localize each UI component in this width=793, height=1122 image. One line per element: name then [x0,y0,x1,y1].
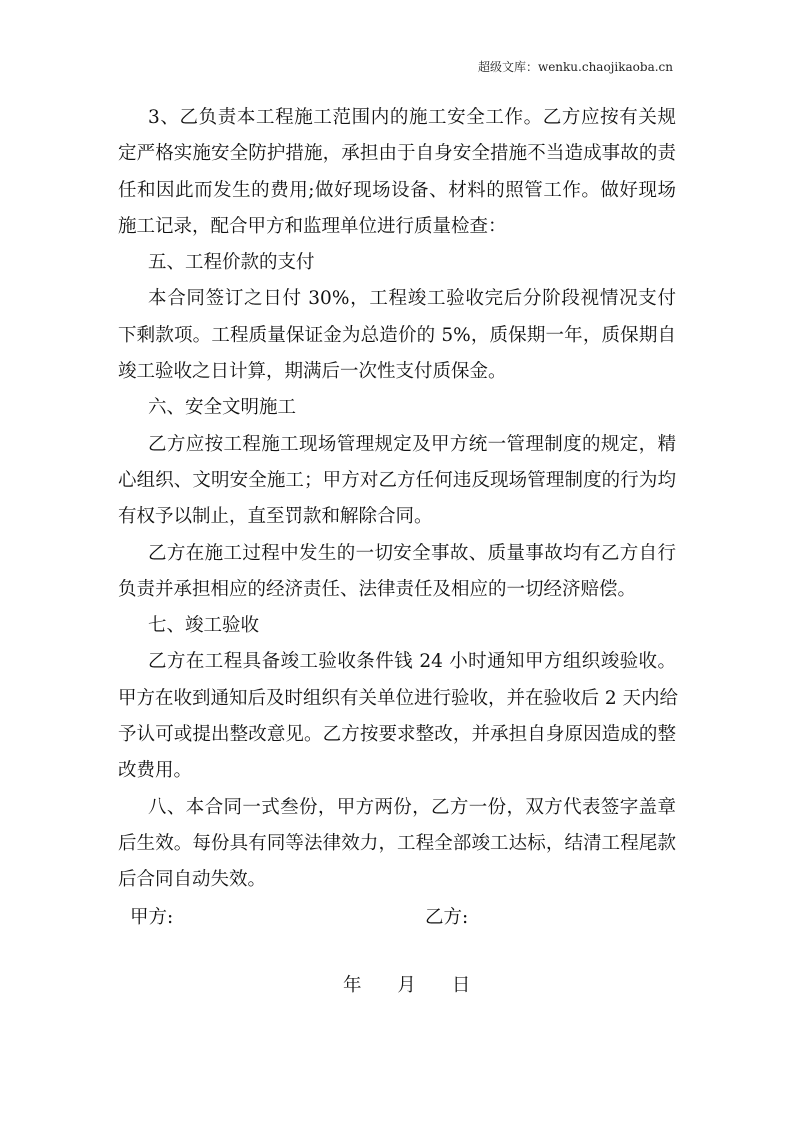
text-line: 心组织、文明安全施工；甲方对乙方任何违反现场管理制度的行为均 [118,469,676,491]
text-line: 五、工程价款的支付 [148,252,315,274]
text-line: 八、本合同一式叁份，甲方两份，乙方一份，双方代表签字盖章 [148,796,676,818]
paragraph [118,245,676,281]
text-line: 有权予以制止，直至罚款和解除合同。 [118,506,433,528]
text-line: 六、安全文明施工 [148,397,297,419]
text-line: 3、乙负责本工程施工范围内的施工安全工作。乙方应按有关规 [148,107,676,128]
text-line: 七、竣工验收 [148,615,260,637]
text-line: 任和因此而发生的费用;做好现场设备、材料的照管工作。做好现场 [118,179,676,201]
text-line: 甲方在收到通知后及时组织有关单位进行验收，并在验收后 2 天内给 [118,687,679,709]
date-day: 日 [451,975,471,996]
text-line: 乙方在施工过程中发生的一切安全事故、质量事故均有乙方自行 [148,542,676,564]
paragraph [118,390,676,426]
date-year: 年 [343,975,362,996]
text-line: 定严格实施安全防护措施，承担由于自身安全措施不当造成事故的责 [118,143,676,165]
paragraph [118,427,676,536]
text-line: 竣工验收之日计算，期满后一次性支付质保金。 [118,361,507,383]
text-line: 改费用。 [118,760,193,782]
text-line: 后生效。每份具有同等法律效力，工程全部竣工达标，结清工程尾款 [118,832,676,854]
text-line: 本合同签订之日付 30%，工程竣工验收完后分阶段视情况支付 [148,288,676,310]
text-line: 后合同自动失效。 [118,869,267,891]
date-line [343,971,500,997]
page-header-watermark: 超级文库：wenku.chaojikaoba.cn [477,60,673,74]
paragraph [118,790,676,899]
paragraph [118,281,676,390]
paragraph [118,100,676,245]
text-line: 予认可或提出整改意见。乙方按要求整改，并承担自身原因造成的整 [118,724,676,746]
party-b-signature-label: 乙方: [425,907,469,928]
text-line: 乙方在工程具备竣工验收条件钱 24 小时通知甲方组织竣验收。 [148,651,676,673]
paragraph [118,536,676,609]
paragraph [118,608,676,644]
document-body [118,100,679,899]
text-line: 乙方应按工程施工现场管理规定及甲方统一管理制度的规定，精 [148,433,676,455]
text-line: 下剩款项。工程质量保证金为总造价的 5%，质保期一年，质保期自 [118,324,676,346]
paragraph [118,644,679,789]
text-line: 施工记录，配合甲方和监理单位进行质量检查： [118,215,507,237]
date-month: 月 [397,975,416,996]
text-line: 负责并承担相应的经济责任、法律责任及相应的一切经济赔偿。 [118,578,637,600]
party-a-signature-label: 甲方: [130,907,174,928]
